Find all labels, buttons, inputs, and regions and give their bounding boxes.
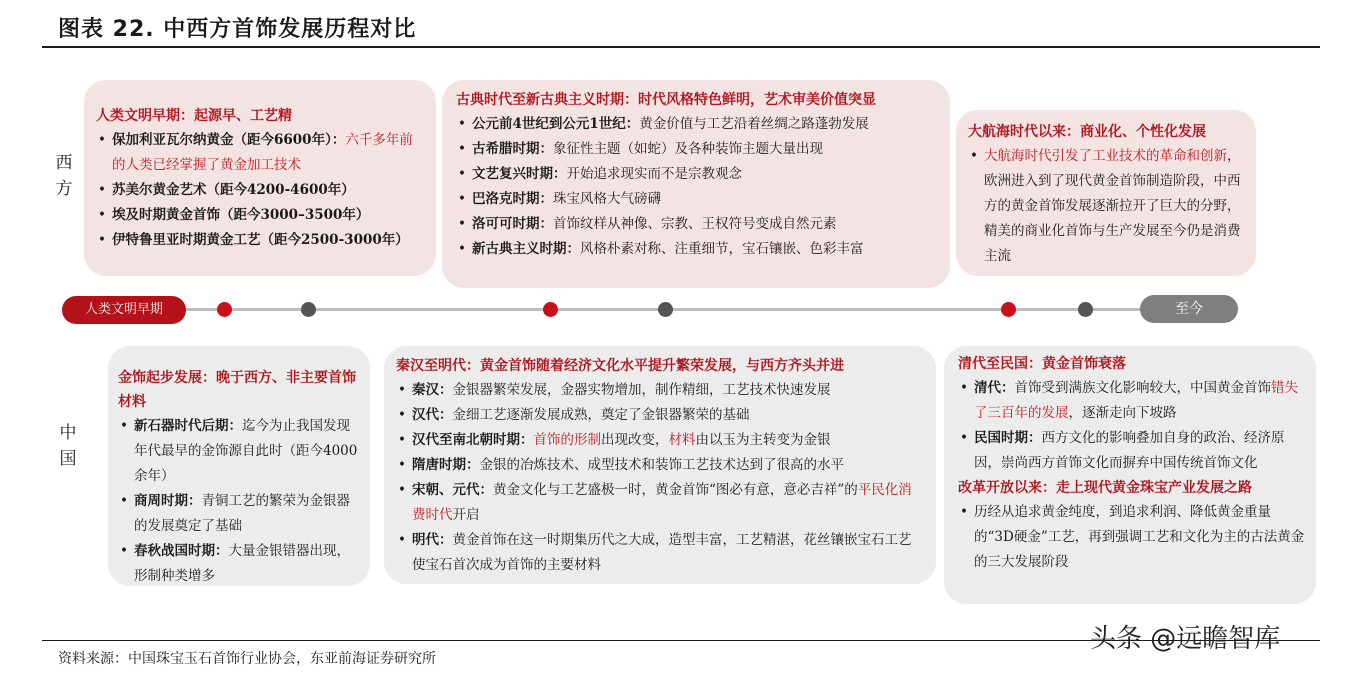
west-label: 西方 — [55, 153, 73, 199]
list-item: • 大航海时代引发了工业技术的革命和创新，欧洲进入到了现代黄金首饰制造阶段，中西方的黄金首饰发展逐渐拉开了巨大的分野，精美的商业化首饰与生产发展至今仍是消费主流 — [968, 144, 1244, 269]
list-item: • 汉代：金细工艺逐渐发展成熟，奠定了金银器繁荣的基础 — [396, 403, 924, 428]
box-heading: 金饰起步发展：晚于西方、非主要首饰材料 — [118, 370, 356, 410]
box-heading: 清代至民国：黄金首饰衰落 — [958, 356, 1126, 372]
list-item: • 苏美尔黄金艺术（距今4200-4600年） — [96, 178, 424, 203]
list-item: • 民国时期：西方文化的影响叠加自身的政治、经济原因，崇尚西方首饰文化而摒弃中国传统首饰文化 — [958, 426, 1306, 476]
list-item: • 巴洛克时期：珠宝风格大气磅礴 — [456, 187, 936, 212]
list-item: • 春秋战国时期：大量金银错器出现，形制种类增多 — [118, 539, 360, 589]
list-item: • 商周时期：青铜工艺的繁荣为金银器的发展奠定了基础 — [118, 489, 360, 539]
timeline-start: 人类文明早期 — [62, 296, 186, 324]
timeline-dot-china — [301, 302, 316, 317]
list-item: • 保加利亚瓦尔纳黄金（距今6600年）：六千多年前的人类已经掌握了黄金加工技术 — [96, 128, 424, 178]
list-item: • 汉代至南北朝时期：首饰的形制出现改变，材料由以玉为主转变为金银 — [396, 428, 924, 453]
box-heading: 人类文明早期：起源早、工艺精 — [96, 108, 292, 124]
timeline-end: 至今 — [1140, 295, 1238, 323]
page-title: 图表 22. 中西方首饰发展历程对比 — [58, 17, 417, 42]
list-item: • 清代：首饰受到满族文化影响较大，中国黄金首饰错失了三百年的发展，逐渐走向下坡路 — [958, 376, 1306, 426]
china-box-early — [108, 346, 370, 586]
west-box-modern — [956, 110, 1256, 276]
title-divider — [42, 46, 1320, 48]
china-box-qinhan-ming — [384, 346, 936, 584]
list-item: • 洛可可时期：首饰纹样从神像、宗教、王权符号变成自然元素 — [456, 212, 936, 237]
list-item: • 明代：黄金首饰在这一时期集历代之大成，造型丰富，工艺精湛，花丝镶嵌宝石工艺使宝石首次成为首饰的主要材料 — [396, 528, 924, 578]
box-heading: 大航海时代以来：商业化、个性化发展 — [968, 124, 1206, 140]
list-item: • 秦汉：金银器繁荣发展，金器实物增加，制作精细，工艺技术快速发展 — [396, 378, 924, 403]
watermark: 头条 @远瞻智库 — [1090, 624, 1281, 654]
list-item: • 新古典主义时期：风格朴素对称、注重细节，宝石镶嵌、色彩丰富 — [456, 237, 936, 262]
box-heading: 古典时代至新古典主义时期：时代风格特色鲜明，艺术审美价值突显 — [456, 92, 876, 108]
timeline-dot-west — [1001, 302, 1016, 317]
china-box-qing-modern — [944, 346, 1316, 604]
list-item: • 宋朝、元代：黄金文化与工艺盛极一时，黄金首饰“图必有意，意必吉祥”的平民化消费时代开启 — [396, 478, 924, 528]
list-item: • 古希腊时期：象征性主题（如蛇）及各种装饰主题大量出现 — [456, 137, 936, 162]
list-item: • 文艺复兴时期：开始追求现实而不是宗教观念 — [456, 162, 936, 187]
timeline-dot-china — [1078, 302, 1093, 317]
list-item: • 历经从追求黄金纯度，到追求利润、降低黄金重量的“3D硬金”工艺，再到强调工艺和文化为主的古法黄金的三大发展阶段 — [958, 500, 1306, 575]
timeline-dot-west — [543, 302, 558, 317]
box-heading: 秦汉至明代：黄金首饰随着经济文化水平提升繁荣发展，与西方齐头并进 — [396, 358, 844, 374]
list-item: • 伊特鲁里亚时期黄金工艺（距今2500-3000年） — [96, 228, 424, 253]
west-box-early — [84, 80, 436, 276]
box-subheading: 改革开放以来：走上现代黄金珠宝产业发展之路 — [958, 480, 1252, 496]
china-label: 中国 — [59, 423, 77, 469]
timeline-axis — [150, 308, 1150, 311]
list-item: • 隋唐时期：金银的冶炼技术、成型技术和装饰工艺技术达到了很高的水平 — [396, 453, 924, 478]
timeline-dot-china — [658, 302, 673, 317]
list-item: • 新石器时代后期：迄今为止我国发现年代最早的金饰源自此时（距今4000余年） — [118, 414, 360, 489]
list-item: • 公元前4世纪到公元1世纪：黄金价值与工艺沿着丝绸之路蓬勃发展 — [456, 112, 936, 137]
source-note: 资料来源：中国珠宝玉石首饰行业协会，东亚前海证券研究所 — [58, 651, 436, 667]
list-item: • 埃及时期黄金首饰（距今3000–3500年） — [96, 203, 424, 228]
west-box-classical — [442, 80, 950, 288]
timeline-dot-west — [217, 302, 232, 317]
